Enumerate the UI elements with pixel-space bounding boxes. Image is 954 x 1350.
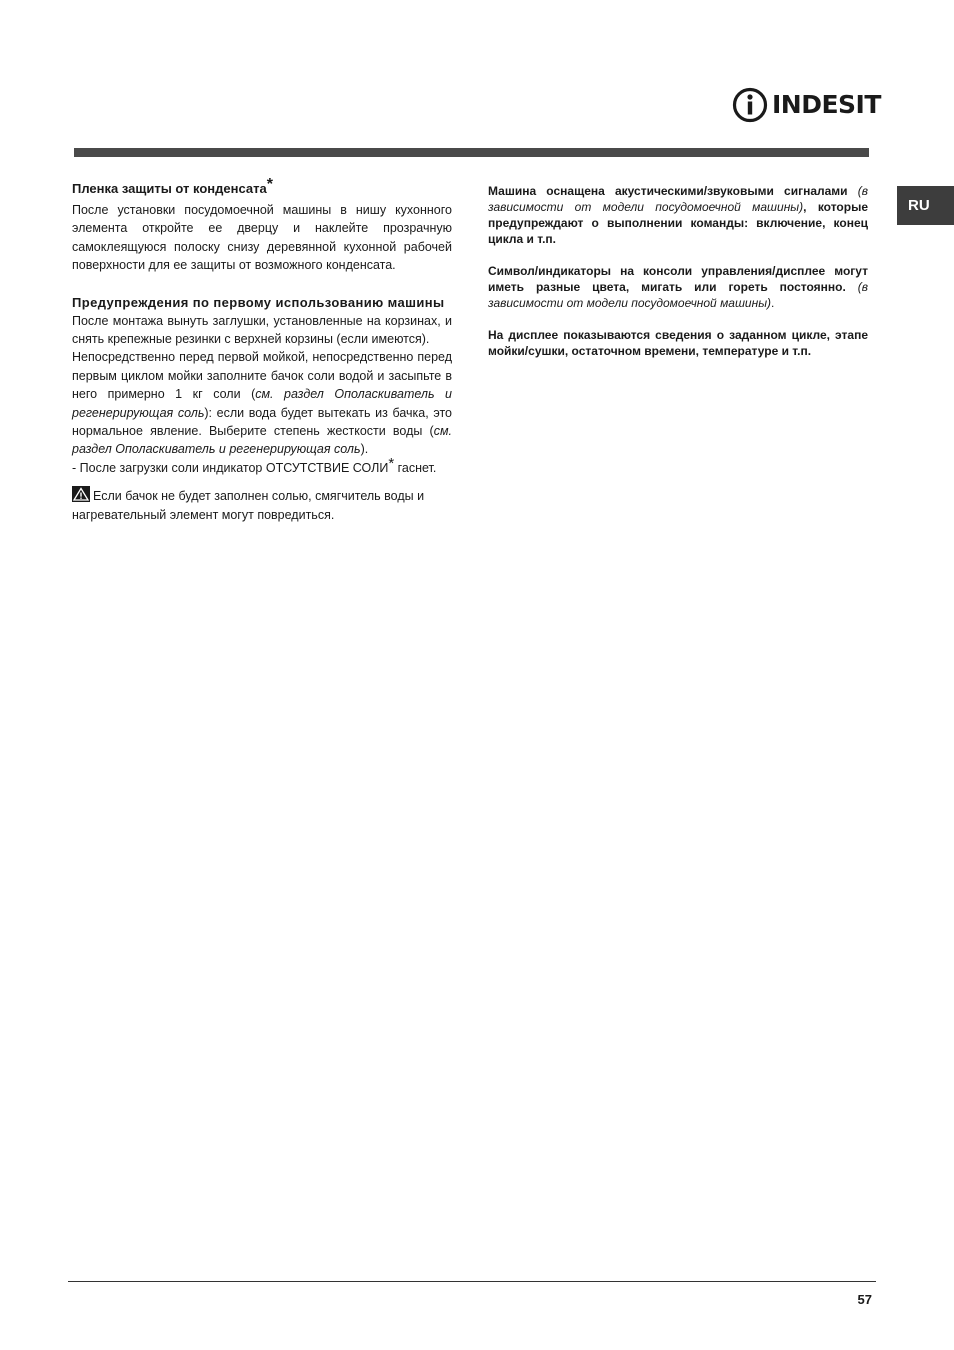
asterisk-mark: * [388, 454, 395, 472]
warning-icon [72, 486, 90, 502]
language-tab: RU [897, 186, 954, 225]
logo-wordmark: INDESIT [772, 90, 881, 119]
page-number: 57 [857, 1292, 872, 1307]
first-use-p2: Непосредственно перед первой мойкой, непосредственно перед первым циклом мойки заполните бачок соли водой и засыпьте в него примерно 1 кг соли (см. раздел Ополаскиватель и регенерирующая соль): если вода будет вытекать из бачка, это нормальное явление. Выберите степень жесткости воды (см. раздел Ополаскиватель и регенерирующая соль). [72, 350, 452, 457]
asterisk-mark: * [266, 175, 273, 193]
indicators-paragraph: Символ/индикаторы на консоли управления/дисплее могут иметь разные цвета, мигать или гореть постоянно. (в зависимости от модели посудомоечной машины). [488, 264, 868, 310]
indesit-logo [732, 86, 881, 126]
display-info-paragraph: На дисплее показываются сведения о заданном цикле, этапе мойки/сушки, остаточном времени, температуре и т.п. [488, 328, 868, 358]
header-rule [74, 148, 869, 157]
condensation-film-heading: Пленка защиты от конденсата* [72, 175, 273, 196]
salt-warning: Если бачок не будет заполнен солью, смягчитель воды и нагревательный элемент могут повредиться. [72, 486, 452, 524]
acoustic-signals-paragraph: Машина оснащена акустическими/звуковыми сигналами (в зависимости от модели посудомоечной машины), которые предупреждают о выполнении команды: включение, конец цикла и т.п. [488, 184, 868, 246]
condensation-film-body: После установки посудомоечной машины в нишу кухонного элемента откройте ее дверцу и наклейте прозрачную самоклеящуюся полоску снизу деревянной кухонной рабочей поверхности для ее защиты от возможного конденсата. [72, 203, 452, 273]
first-use-p1: После монтажа вынуть заглушки, установленные на корзинах, и снять крепежные резинки с верхней корзины (если имеются). [72, 313, 452, 347]
indesit-logo-icon [732, 86, 768, 124]
right-column [488, 183, 868, 359]
left-column [72, 175, 452, 524]
first-use-heading: Предупреждения по первому использованию машины [72, 294, 445, 310]
footer-rule [68, 1281, 876, 1282]
first-use-p3: - После загрузки соли индикатор ОТСУТСТВИЕ СОЛИ* гаснет. [72, 454, 437, 475]
